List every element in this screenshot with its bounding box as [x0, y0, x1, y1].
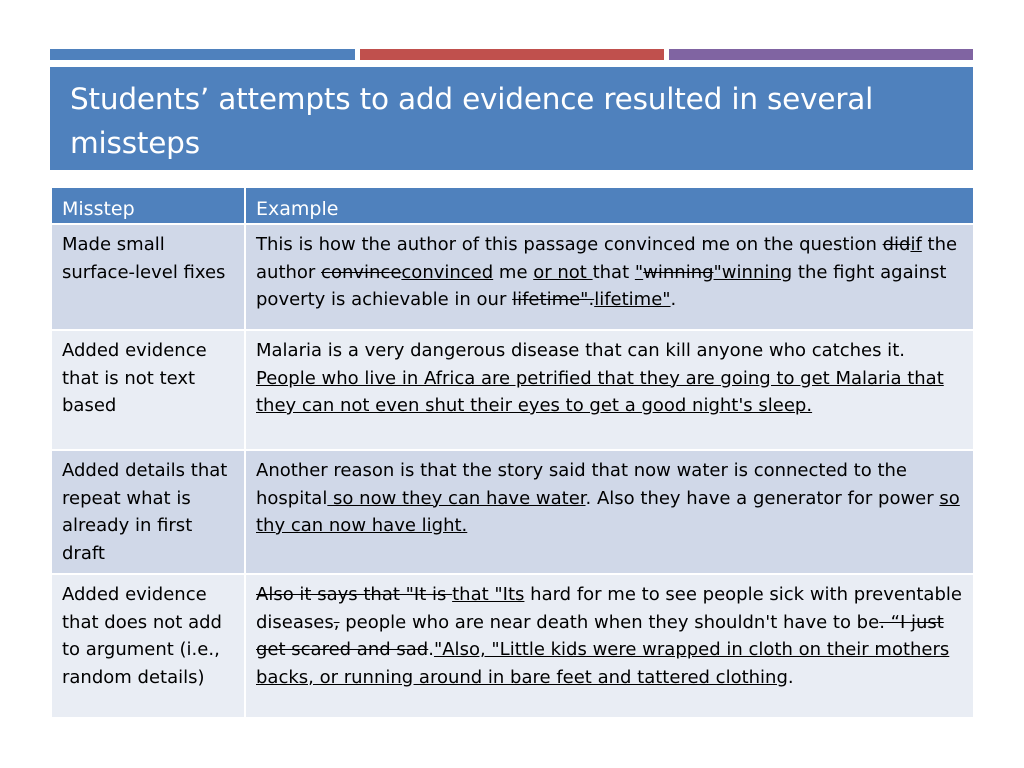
- table-header-row: [51, 187, 974, 224]
- example-text: . Also they have a generator for power: [585, 487, 940, 509]
- example-text: the author: [256, 234, 958, 283]
- title-band: [50, 67, 973, 170]
- inserted-text: if: [910, 234, 922, 255]
- example-cell: [245, 450, 974, 574]
- example-text: the fight against poverty is achievable in our: [256, 261, 947, 310]
- accent-stripe-purple: [669, 49, 973, 60]
- inserted-text: convinced: [401, 261, 494, 283]
- accent-stripe-blue: [50, 49, 355, 60]
- header-example: Example: [245, 187, 974, 224]
- deleted-text: lifetime".: [512, 289, 595, 310]
- deleted-text: . “I just get scared and sad: [256, 611, 944, 660]
- example-cell: [245, 330, 974, 450]
- table-row: [51, 574, 974, 718]
- deleted-text: ,: [333, 611, 340, 633]
- inserted-text: or not: [533, 261, 593, 283]
- missteps-table: [50, 186, 975, 719]
- slide-title: Students’ attempts to add evidence resulted in several missteps: [70, 82, 874, 160]
- deleted-text: Also it says that "It is: [256, 584, 453, 605]
- inserted-text: People who live in Africa are petrified that they are going to get Malaria that they can not even shut their eyes to get a good night's sleep.: [256, 367, 944, 416]
- example-cell: [245, 574, 974, 718]
- misstep-cell: Added evidence that is not text based: [51, 330, 245, 450]
- inserted-text: "Also, "Little kids were wrapped in cloth on their mothers backs, or running around in bare feet and tattered clothing: [256, 639, 950, 688]
- misstep-cell: Added evidence that does not add to argument (i.e., random details): [51, 574, 245, 718]
- example-text: .: [670, 289, 677, 310]
- example-cell: [245, 224, 974, 330]
- inserted-text: that "Its: [452, 584, 525, 605]
- misstep-cell: Added details that repeat what is already in first draft: [51, 450, 245, 574]
- table-row: [51, 224, 974, 330]
- deleted-text: convince: [321, 261, 402, 283]
- table-row: [51, 330, 974, 450]
- deleted-text: did: [882, 234, 911, 255]
- example-text: This is how the author of this passage convinced me on the question: [256, 234, 883, 255]
- example-text: .: [787, 666, 794, 688]
- table-row: [51, 450, 974, 574]
- example-text: that: [592, 261, 635, 283]
- header-misstep: Misstep: [51, 187, 245, 224]
- example-text: Another reason is that the story said that now water is connected to the hospital: [256, 460, 907, 509]
- inserted-text: lifetime": [594, 289, 671, 310]
- inserted-text: so thy can now have light.: [256, 487, 960, 536]
- example-text: Malaria is a very dangerous disease that can kill anyone who catches it.: [256, 340, 905, 361]
- misstep-cell: Made small surface-level fixes: [51, 224, 245, 330]
- example-text: people who are near death when they shouldn't have to be: [339, 611, 880, 633]
- example-text: .: [428, 639, 434, 660]
- example-text: hard for me to see people sick with preventable diseases: [256, 584, 962, 633]
- deleted-text: winning: [643, 261, 714, 283]
- inserted-text: so now they can have water: [327, 487, 586, 509]
- inserted-text: "winning: [713, 261, 793, 283]
- example-text: me: [493, 261, 534, 283]
- accent-stripe-red: [360, 49, 664, 60]
- inserted-text: ": [634, 261, 644, 283]
